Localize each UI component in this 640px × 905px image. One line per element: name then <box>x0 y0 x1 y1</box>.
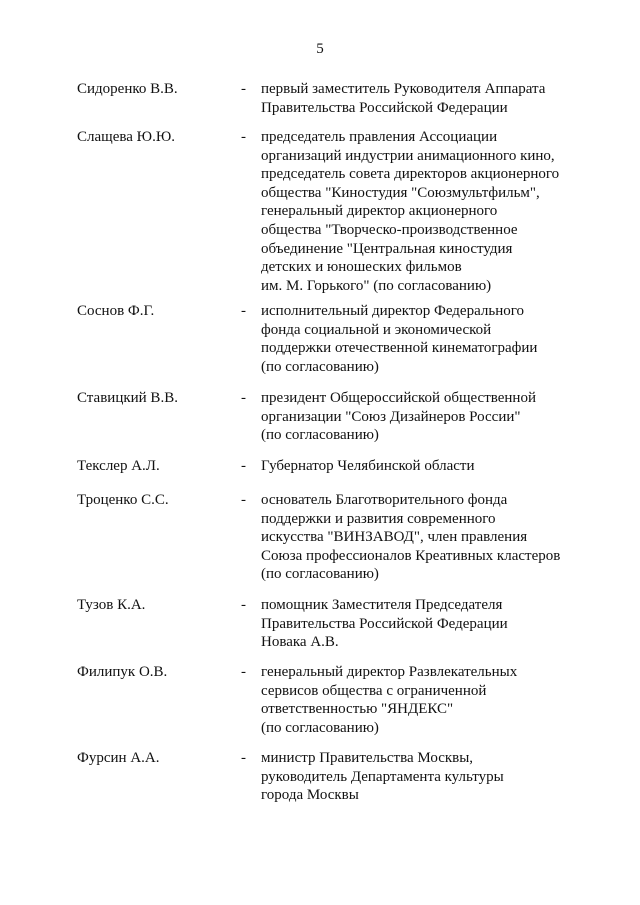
position-line: помощник Заместителя Председателя <box>261 597 503 613</box>
position-line: генеральный директор Развлекательных <box>261 664 518 680</box>
member-position <box>261 663 591 737</box>
position-line: ответственностью "ЯНДЕКС" <box>261 701 454 718</box>
separator-dash: - <box>241 750 246 766</box>
page-number: 5 <box>316 41 324 57</box>
position-line: Правительства Российской Федерации <box>261 615 508 632</box>
position-line: поддержки отечественной кинематографии <box>261 340 538 357</box>
member-position <box>261 457 591 476</box>
position-line: президент Общероссийской общественной <box>261 390 536 406</box>
position-line: Губернатор Челябинской области <box>261 458 475 474</box>
position-line: Союза профессионалов Креативных кластеров <box>261 547 561 564</box>
member-position <box>261 749 591 805</box>
separator-dash: - <box>241 597 246 613</box>
member-position <box>261 302 591 376</box>
member-position <box>261 596 591 652</box>
position-line: общества "Киностудия "Союзмультфильм", <box>261 184 540 201</box>
position-line: детских и юношеских фильмов <box>261 259 462 276</box>
member-name: Текслер А.Л. <box>77 458 160 474</box>
member-position <box>261 128 591 295</box>
member-position <box>261 389 591 445</box>
position-line: города Москвы <box>261 787 359 804</box>
position-line: фонда социальной и экономической <box>261 321 492 338</box>
position-line: (по согласованию) <box>261 566 379 583</box>
separator-dash: - <box>241 492 246 508</box>
member-name: Ставицкий В.В. <box>77 390 178 406</box>
position-line: Правительства Российской Федерации <box>261 99 508 116</box>
member-name: Троценко С.С. <box>77 492 169 508</box>
position-line: Новака А.В. <box>261 634 339 651</box>
position-line: министр Правительства Москвы, <box>261 750 474 766</box>
member-name: Соснов Ф.Г. <box>77 303 155 319</box>
separator-dash: - <box>241 390 246 406</box>
separator-dash: - <box>241 303 246 319</box>
position-line: (по согласованию) <box>261 358 379 375</box>
separator-dash: - <box>241 664 246 680</box>
member-name: Филипук О.В. <box>77 664 168 680</box>
separator-dash: - <box>241 81 246 97</box>
position-line: руководитель Департамента культуры <box>261 768 504 785</box>
member-position <box>261 491 591 584</box>
member-position <box>261 80 591 117</box>
position-line: (по согласованию) <box>261 427 379 444</box>
position-line: основатель Благотворительного фонда <box>261 492 508 508</box>
position-line: организации "Союз Дизайнеров России" <box>261 408 521 425</box>
separator-dash: - <box>241 458 246 474</box>
position-line: организаций индустрии анимационного кино, <box>261 147 555 164</box>
position-line: (по согласованию) <box>261 719 379 736</box>
position-line: генеральный директор акционерного <box>261 203 498 220</box>
member-name: Тузов К.А. <box>77 597 146 613</box>
position-line: председатель правления Ассоциации <box>261 129 498 145</box>
position-line: исполнительный директор Федерального <box>261 303 525 319</box>
position-line: председатель совета директоров акционерного <box>261 166 560 183</box>
member-name: Фурсин А.А. <box>77 750 160 766</box>
member-name: Сидоренко В.В. <box>77 81 178 97</box>
position-line: искусства "ВИНЗАВОД", член правления <box>261 529 528 546</box>
separator-dash: - <box>241 129 246 145</box>
position-line: сервисов общества с ограниченной <box>261 682 487 699</box>
position-line: общества "Творческо-производственное <box>261 221 518 238</box>
position-line: им. М. Горького" (по согласованию) <box>261 277 492 294</box>
position-line: поддержки и развития современного <box>261 510 496 527</box>
position-line: объединение "Центральная киностудия <box>261 240 513 257</box>
position-line: первый заместитель Руководителя Аппарата <box>261 81 546 97</box>
member-name: Слащева Ю.Ю. <box>77 129 175 145</box>
